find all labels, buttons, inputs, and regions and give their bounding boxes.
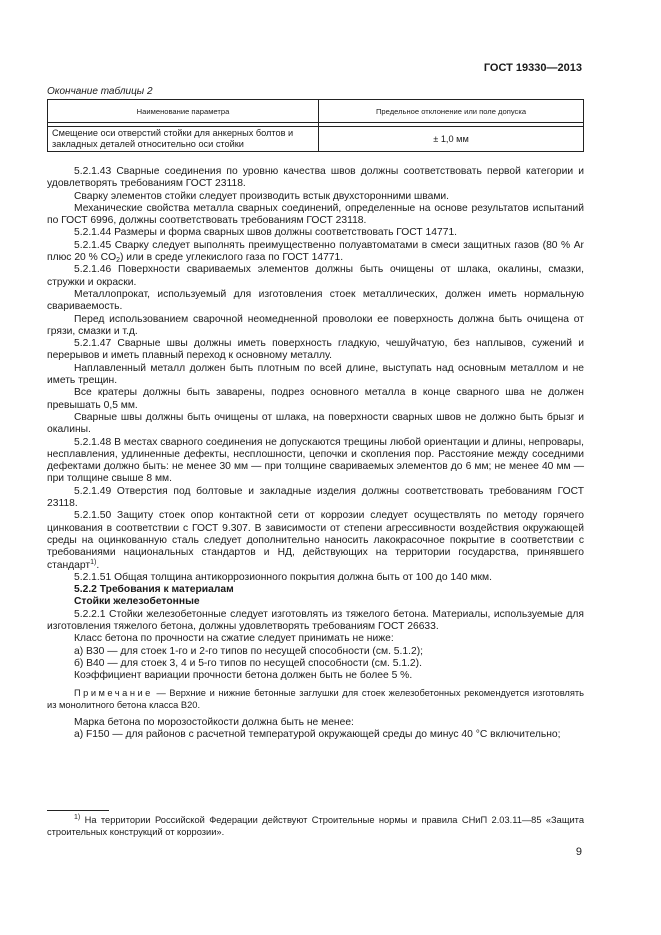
paragraph: Сварку элементов стойки следует производить встык двухсторонними швами.	[74, 190, 450, 202]
paragraph-5-2-1-44: 5.2.1.44 Размеры и форма сварных швов должны соответствовать ГОСТ 14771.	[74, 227, 458, 239]
paragraph: Наплавленный металл должен быть плотным по всей длине, выступать над основным металлом и не иметь трещин.	[47, 362, 584, 387]
text-run: .	[96, 559, 100, 571]
paragraph-5-2-2-1: 5.2.2.1 Стойки железобетонные следует изготовлять из тяжелого бетона. Материалы, используемые для изготовления тяжелого бетона, должны удовлетворять требованиям ГОСТ 26633.	[47, 608, 584, 632]
footnote	[47, 815, 584, 838]
paragraph-5-2-1-50	[47, 510, 584, 571]
paragraph: Коэффициент вариации прочности бетона должен быть не более 5 %.	[74, 670, 413, 682]
paragraph: Класс бетона по прочности на сжатие следует принимать не ниже:	[74, 633, 394, 645]
subscript: 2	[116, 257, 120, 265]
column-header-parameter: Наименование параметра	[48, 100, 319, 123]
paragraph-5-2-1-49: 5.2.1.49 Отверстия под болтовые и закладные изделия должны соответствовать требованиям ГОСТ 23118.	[47, 485, 584, 510]
table-cell-tolerance: ± 1,0 мм	[319, 127, 584, 152]
note-text: — Верхние и нижние бетонные заглушки для стоек железобетонных рекомендуется изготовлять из монолитного бетона класса В20.	[47, 688, 584, 710]
list-item: а) В30 — для стоек 1-го и 2-го типов по несущей способности (см. 5.1.2);	[74, 645, 424, 657]
table-cell-parameter: Смещение оси отверстий стойки для анкерных болтов и закладных деталей относительно оси стойки	[48, 127, 319, 152]
paragraph-5-2-1-47: 5.2.1.47 Сварные швы должны иметь поверхность гладкую, чешуйчатую, без наплывов, сужений и перерывов и иметь плавный переход к основному металлу.	[47, 338, 584, 362]
paragraph: Перед использованием сварочной неомедненной проволоки ее поверхность должна быть очищена от грязи, смазки и т.д.	[47, 313, 584, 337]
footnote-divider	[47, 810, 109, 811]
page-number: 9	[575, 846, 582, 858]
table-caption: Окончание таблицы 2	[47, 86, 153, 97]
paragraph-5-2-1-45	[47, 240, 584, 265]
paragraph: Механические свойства металла сварных соединений, определенные на основе результатов испытаний по ГОСТ 6996, должны соответствовать требованиям ГОСТ 23118.	[47, 202, 584, 227]
subsection-heading: Стойки железобетонные	[74, 596, 200, 608]
paragraph: Металлопрокат, используемый для изготовления стоек металлических, должен иметь нормальную свариваемость.	[47, 288, 584, 313]
parameter-table	[47, 99, 584, 152]
paragraph-5-2-1-51: 5.2.1.51 Общая толщина антикоррозионного покрытия должна быть от 100 до 140 мкм.	[74, 571, 492, 583]
list-item: б) В40 — для стоек 3, 4 и 5-го типов по несущей способности (см. 5.1.2).	[74, 657, 422, 669]
document-id-header: ГОСТ 19330—2013	[483, 62, 582, 74]
paragraph-5-2-1-46: 5.2.1.46 Поверхности свариваемых элементов должны быть очищены от шлака, окалины, смазки, стружки и окраски.	[47, 264, 584, 288]
paragraph: Марка бетона по морозостойкости должна быть не менее:	[74, 717, 354, 729]
paragraph: Все кратеры должны быть заварены, подрез основного металла в конце сварного шва не должен превышать 0,5 мм.	[47, 387, 584, 411]
note-label: Примечание	[74, 688, 153, 699]
body-text	[47, 166, 584, 742]
table-header-row	[48, 100, 584, 123]
column-header-tolerance: Предельное отклонение или поле допуска	[319, 100, 584, 123]
text-run: ) или в среде углекислого газа по ГОСТ 14771.	[120, 252, 344, 264]
text-run: 5.2.1.45 Сварку следует выполнять преимущественно полуавтоматами в смеси защитных газов (80 % Ar плюс 20 % CO	[47, 239, 584, 264]
list-item: а) F150 — для районов с расчетной температурой окружающей среды до минус 40 °С включительно;	[74, 729, 561, 741]
text-run: 5.2.1.50 Защиту стоек опор контактной сети от коррозии следует осуществлять по методу горячего цинкования в соответствии с ГОСТ 9.307. В зависимости от степени агрессивности воздействия окружающей среды на оцинкованную сталь следует дополнительно наносить лакокрасочное покрытие в соответствии с требованиями национальных стандартов и НД, действующих на территории государства, принявшего стандарт	[47, 510, 584, 571]
paragraph: Сварные швы должны быть очищены от шлака, на поверхности сварных швов не должно быть брызг и окалины.	[47, 411, 584, 436]
paragraph-5-2-1-43: 5.2.1.43 Сварные соединения по уровню качества швов должны соответствовать первой категории и удовлетворять требованиям ГОСТ 23118.	[47, 166, 584, 190]
paragraph-5-2-1-48: 5.2.1.48 В местах сварного соединения не допускаются трещины любой ориентации и длины, непровары, несплавления, удлиненные дефекты, несплошности, цепочки и скопления пор. Расстояние между соседними дефектами должно быть: не менее 30 мм — при толщине свариваемых элементов до 6 мм; не менее 40 мм — при толщине свыше 8 мм.	[47, 436, 584, 485]
table-row	[48, 127, 584, 152]
note	[47, 688, 584, 711]
footnote-reference[interactable]: 1)	[90, 558, 97, 566]
section-heading: 5.2.2 Требования к материалам	[74, 584, 234, 596]
footnote-text: На территории Российской Федерации действуют Строительные нормы и правила СНиП 2.03.11—85 «Защита строительных конструкций от коррозии».	[47, 815, 584, 837]
footnote-marker: 1)	[74, 814, 81, 821]
